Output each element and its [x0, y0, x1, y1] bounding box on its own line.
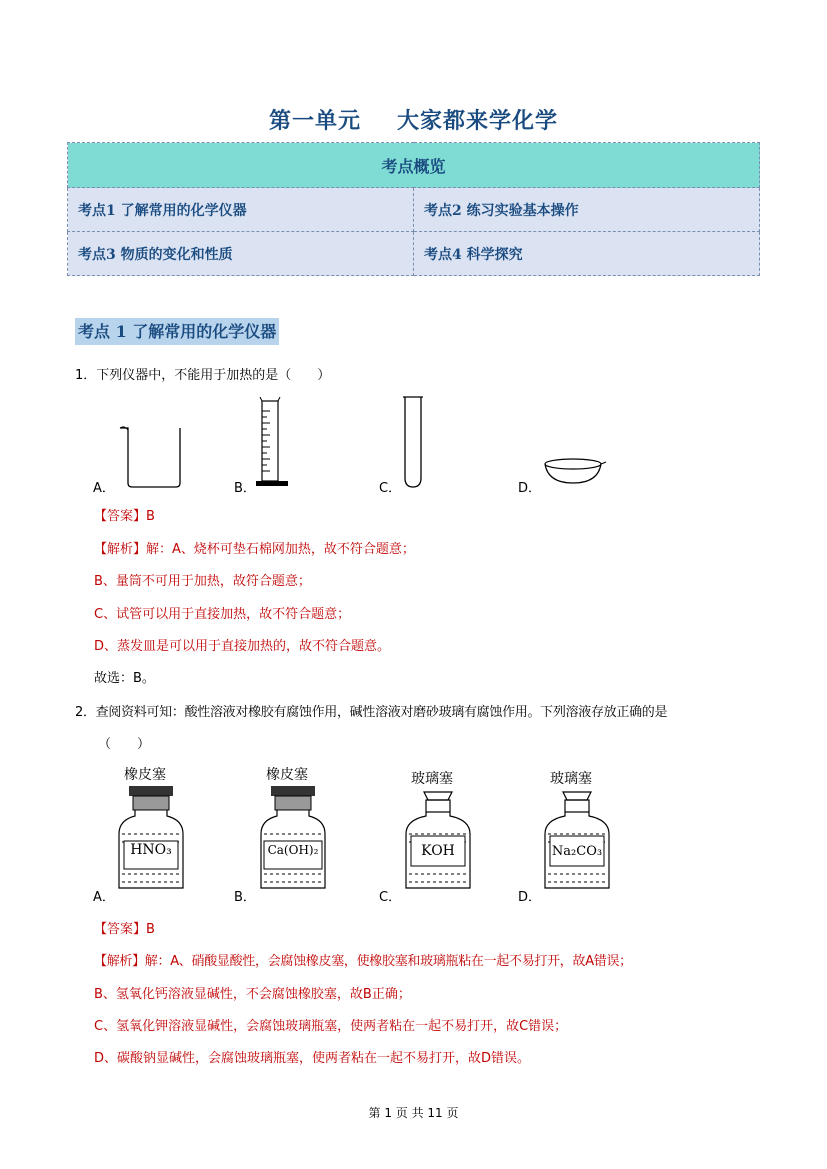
analysis-line: D、碳酸钠显碱性，会腐蚀玻璃瓶塞，使两者粘在一起不易打开，故D错误。 — [94, 1051, 531, 1066]
option-label: A． — [93, 481, 115, 496]
stopper-label: 橡皮塞 — [266, 767, 308, 783]
answer: 【答案】B — [94, 509, 155, 524]
overview-cell: 考点4 科学探究 — [414, 232, 760, 276]
analysis-line: B、氢氧化钙溶液显碱性，不会腐蚀橡胶塞，故B正确； — [94, 987, 411, 1002]
option-label: C． — [379, 890, 402, 905]
section-heading: 考点 1 了解常用的化学仪器 — [75, 318, 279, 345]
answer: 【答案】B — [94, 922, 155, 937]
question-1-stem: 1．下列仪器中，不能用于加热的是（ ） — [75, 368, 331, 383]
test-tube-figure — [398, 393, 428, 491]
option-label: A． — [93, 890, 115, 905]
bottle-label: Ca(OH)₂ — [267, 843, 319, 857]
option-label: D． — [518, 481, 542, 496]
bottle-label: HNO₃ — [130, 842, 172, 858]
stopper-label: 橡皮塞 — [124, 767, 166, 783]
analysis-line: D、蒸发皿是可以用于直接加热的，故不符合题意。 — [94, 639, 391, 654]
stopper-label: 玻璃塞 — [411, 771, 453, 787]
analysis-line: 【解析】解：A、烧杯可垫石棉网加热，故不符合题意； — [94, 542, 415, 557]
question-2-bracket: （ ） — [98, 737, 151, 752]
beaker-figure — [110, 395, 190, 490]
overview-cell: 考点3 物质的变化和性质 — [68, 232, 414, 276]
question-2-stem: 2．查阅资料可知：酸性溶液对橡胶有腐蚀作用，碱性溶液对磨砂玻璃有腐蚀作用。下列溶液存放正确的是 — [75, 705, 668, 720]
overview-heading: 考点概览 — [68, 143, 760, 188]
conclusion-line: 故选：B。 — [94, 671, 155, 686]
analysis-line: C、试管可以用于直接加热，故不符合题意； — [94, 607, 351, 622]
bottle-label: KOH — [421, 843, 455, 859]
bottle-b-figure — [257, 784, 329, 896]
bottle-c-figure — [402, 788, 474, 896]
option-label: C． — [379, 481, 402, 496]
option-label: D． — [518, 890, 542, 905]
bottle-d-figure — [541, 788, 613, 896]
option-label: B． — [234, 890, 256, 905]
evaporating-dish-figure — [540, 455, 610, 490]
measuring-cylinder-figure — [252, 393, 292, 491]
analysis-line: B、量筒不可用于加热，故符合题意； — [94, 574, 311, 589]
bottle-label: Na₂CO₃ — [551, 844, 603, 859]
analysis-line: C、氢氧化钾溶液显碱性，会腐蚀玻璃瓶塞，使两者粘在一起不易打开，故C错误； — [94, 1019, 568, 1034]
overview-cell: 考点2 练习实验基本操作 — [414, 188, 760, 232]
option-label: B． — [234, 481, 256, 496]
page-footer: 第 1 页 共 11 页 — [368, 1106, 459, 1120]
title-unit: 第一单元 — [268, 108, 361, 134]
overview-cell: 考点1 了解常用的化学仪器 — [68, 188, 414, 232]
overview-table — [67, 142, 760, 276]
stopper-label: 玻璃塞 — [550, 771, 592, 787]
analysis-line: 【解析】解：A、硝酸显酸性，会腐蚀橡皮塞，使橡胶塞和玻璃瓶粘在一起不易打开，故A错误； — [94, 954, 632, 969]
bottle-a-figure — [115, 784, 187, 896]
page-title — [0, 104, 827, 135]
title-topic: 大家都来学化学 — [397, 108, 559, 134]
